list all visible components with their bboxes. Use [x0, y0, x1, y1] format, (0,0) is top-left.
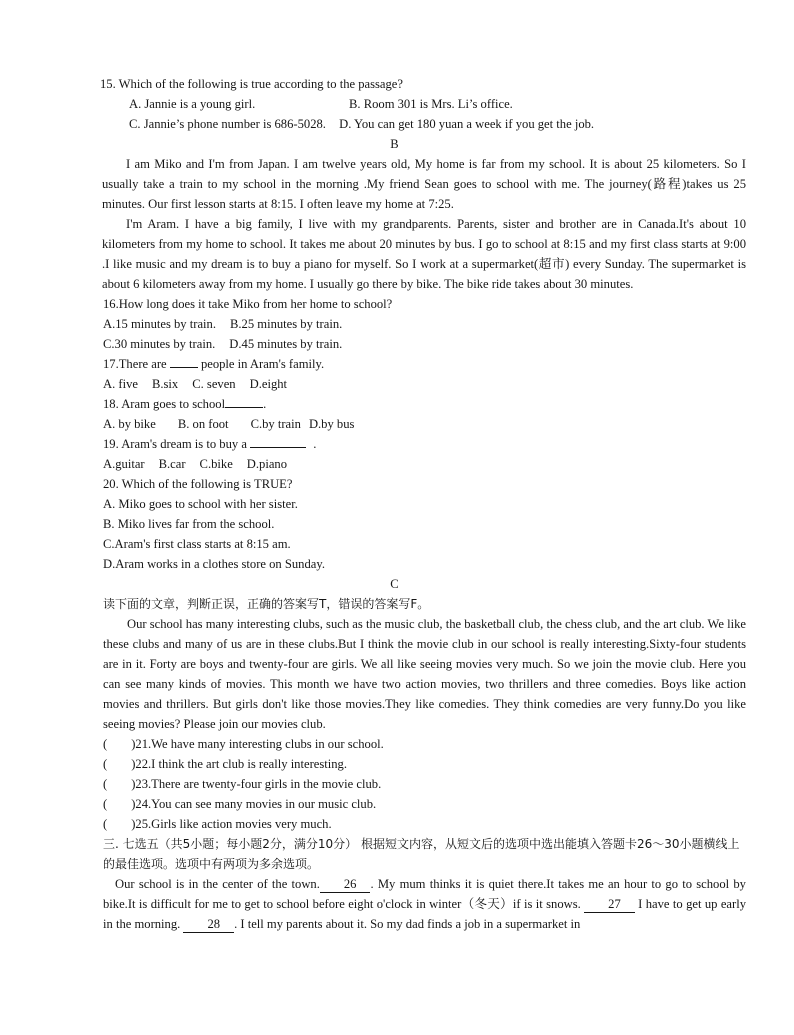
- q19-option-d: D.piano: [246, 457, 288, 471]
- q17-options: [103, 374, 746, 394]
- q15-option-b: B. Room 301 is Mrs. Li’s office.: [349, 97, 513, 111]
- section-b-paragraph-1: I am Miko and I'm from Japan. I am twelve years old, My home is far from my school. It is about 25 kilometers. So I usually take a train to my school in the morning .My friend Sean goes to school with me. The journey(路程)takes us 25 minutes. Our first lesson starts at 8:15. I often leave my home at 7:25.: [102, 157, 746, 211]
- paren-close: ): [131, 797, 136, 811]
- paren-open: (: [103, 777, 108, 791]
- q20-option-a: A. Miko goes to school with her sister.: [103, 497, 298, 511]
- passage-sentence-1: Our school is in the center of the town.: [115, 877, 320, 891]
- q20-option-b: B. Miko lives far from the school.: [103, 517, 275, 531]
- q16-option-a: A.15 minutes by train.: [103, 317, 216, 331]
- q15-option-c: C. Jannie’s phone number is 686-5028.: [129, 117, 326, 131]
- q18-option-b: B. on foot: [177, 417, 229, 431]
- q18-options: [103, 414, 746, 434]
- blank-28[interactable]: 28: [183, 917, 234, 933]
- q18-blank: [225, 394, 263, 408]
- q15-options-row1: [103, 94, 746, 114]
- q19-options: [103, 454, 746, 474]
- q19-option-c: C.bike: [199, 457, 233, 471]
- tf-item-23: 23.There are twenty-four girls in the movie club.: [135, 777, 382, 791]
- paren-close: ): [131, 737, 136, 751]
- section-c-label: C: [390, 577, 399, 591]
- q18-stem-end: .: [263, 397, 267, 411]
- section-3-heading: 三. 七选五（共5小题；每小题2分，满分10分） 根据短文内容，从短文后的选项中选出能填入答题卡26～30小题横线上的最佳选项。选项中有两项为多余选项。: [103, 837, 740, 871]
- passage-sentence-4: . I tell my parents about it. So my dad finds a job in a supermarket in: [234, 917, 581, 931]
- q19-stem-end: .: [313, 437, 317, 451]
- passage-sentence-2: . My mum thinks it is quiet there.It takes me an hour to go to school by bike.It is difficult for me to get to school before eight o'clock in winter（冬天）if is it snows.: [103, 877, 746, 911]
- q15-option-a: A. Jannie is a young girl.: [129, 97, 256, 111]
- tf-item-25: 25.Girls like action movies very much.: [135, 817, 332, 831]
- q16-option-b: B.25 minutes by train.: [229, 317, 343, 331]
- tf-item: [103, 734, 746, 754]
- paren-open: (: [103, 737, 108, 751]
- blank-26[interactable]: 26: [320, 877, 371, 893]
- q19-stem-text: 19. Aram's dream is to buy a: [103, 437, 247, 451]
- tf-item: [103, 774, 746, 794]
- paren-open: (: [103, 817, 108, 831]
- q15-options-row2: [103, 114, 746, 134]
- tf-item: [103, 794, 746, 814]
- q18-option-a: A. by bike: [103, 417, 156, 431]
- paren-close: ): [131, 817, 136, 831]
- q18-option-d: D.by bus: [308, 417, 355, 431]
- paren-close: ): [131, 757, 136, 771]
- q17-option-d: D.eight: [249, 377, 288, 391]
- q15-stem: 15. Which of the following is true according to the passage?: [100, 77, 403, 91]
- paren-open: (: [103, 757, 108, 771]
- q20-option-c: C.Aram's first class starts at 8:15 am.: [103, 537, 291, 551]
- section-b-label: B: [390, 137, 399, 151]
- q16-option-d: D.45 minutes by train.: [229, 337, 343, 351]
- q17-stem: [103, 354, 746, 374]
- section-c-instruction: 读下面的文章，判断正误，正确的答案写T，错误的答案写F。: [103, 597, 430, 611]
- q18-stem: [103, 394, 746, 414]
- q17-option-a: A. five: [103, 377, 138, 391]
- q18-stem-text: 18. Aram goes to school: [103, 397, 226, 411]
- section-3-passage: [103, 874, 746, 934]
- section-b-paragraph-2: I'm Aram. I have a big family, I live with my grandparents. Parents, sister and brother are in Canada.It's about 10 kilometers from my home to school. It takes me about 20 minutes by bus. I go to school at 8:15 and my first class starts at 9:00 .I like music and my dream is to buy a piano for myself. So I work at a supermarket(超市) every Sunday. The supermarket is about 6 kilometers away from my home. I usually go there by bike. The bike ride takes about 30 minutes.: [102, 217, 746, 291]
- paren-close: ): [131, 777, 136, 791]
- q19-option-a: A.guitar: [103, 457, 145, 471]
- tf-item: [103, 754, 746, 774]
- q18-option-c: C.by train: [250, 417, 301, 431]
- q19-blank: [250, 434, 306, 448]
- paren-open: (: [103, 797, 108, 811]
- blank-27[interactable]: 27: [584, 897, 635, 913]
- q17-stem-before: 17.There are: [103, 357, 167, 371]
- q16-stem: 16.How long does it take Miko from her home to school?: [103, 297, 393, 311]
- q16-option-c: C.30 minutes by train.: [103, 337, 216, 351]
- q15-option-d: D. You can get 180 yuan a week if you get the job.: [339, 117, 595, 131]
- q20-option-d: D.Aram works in a clothes store on Sunday.: [103, 557, 325, 571]
- section-c-items: [103, 734, 746, 834]
- passage-sentence-3: I have to get up early in the morning.: [103, 897, 746, 931]
- tf-item: [103, 814, 746, 834]
- q17-blank: [170, 354, 198, 368]
- q16-options-row1: [103, 314, 746, 334]
- q17-option-b: B.six: [151, 377, 179, 391]
- q19-stem: [103, 434, 746, 454]
- q17-stem-after: people in Aram's family.: [200, 357, 325, 371]
- q17-option-c: C. seven: [192, 377, 236, 391]
- tf-item-24: 24.You can see many movies in our music club.: [135, 797, 377, 811]
- tf-item-21: 21.We have many interesting clubs in our school.: [135, 737, 384, 751]
- tf-item-22: 22.I think the art club is really interesting.: [135, 757, 347, 771]
- section-c-passage: Our school has many interesting clubs, such as the music club, the basketball club, the chess club, and the art club. We like these clubs and many of us are in these clubs.But I think the movie club in our school is really interesting.Sixty-four students are in it. Forty are boys and twenty-four are girls. We all like seeing movies very much. So we join the movie club. Here you can see many kinds of movies. This month we have two action movies, two thrillers and three comedies. Boys like action movies and thrillers. But girls don't like those movies.They like comedies. They think comedies are very funny.Do you like seeing movies? Please join our movies club.: [103, 617, 746, 731]
- q20-stem: 20. Which of the following is TRUE?: [103, 477, 293, 491]
- q19-option-b: B.car: [158, 457, 186, 471]
- q16-options-row2: [103, 334, 746, 354]
